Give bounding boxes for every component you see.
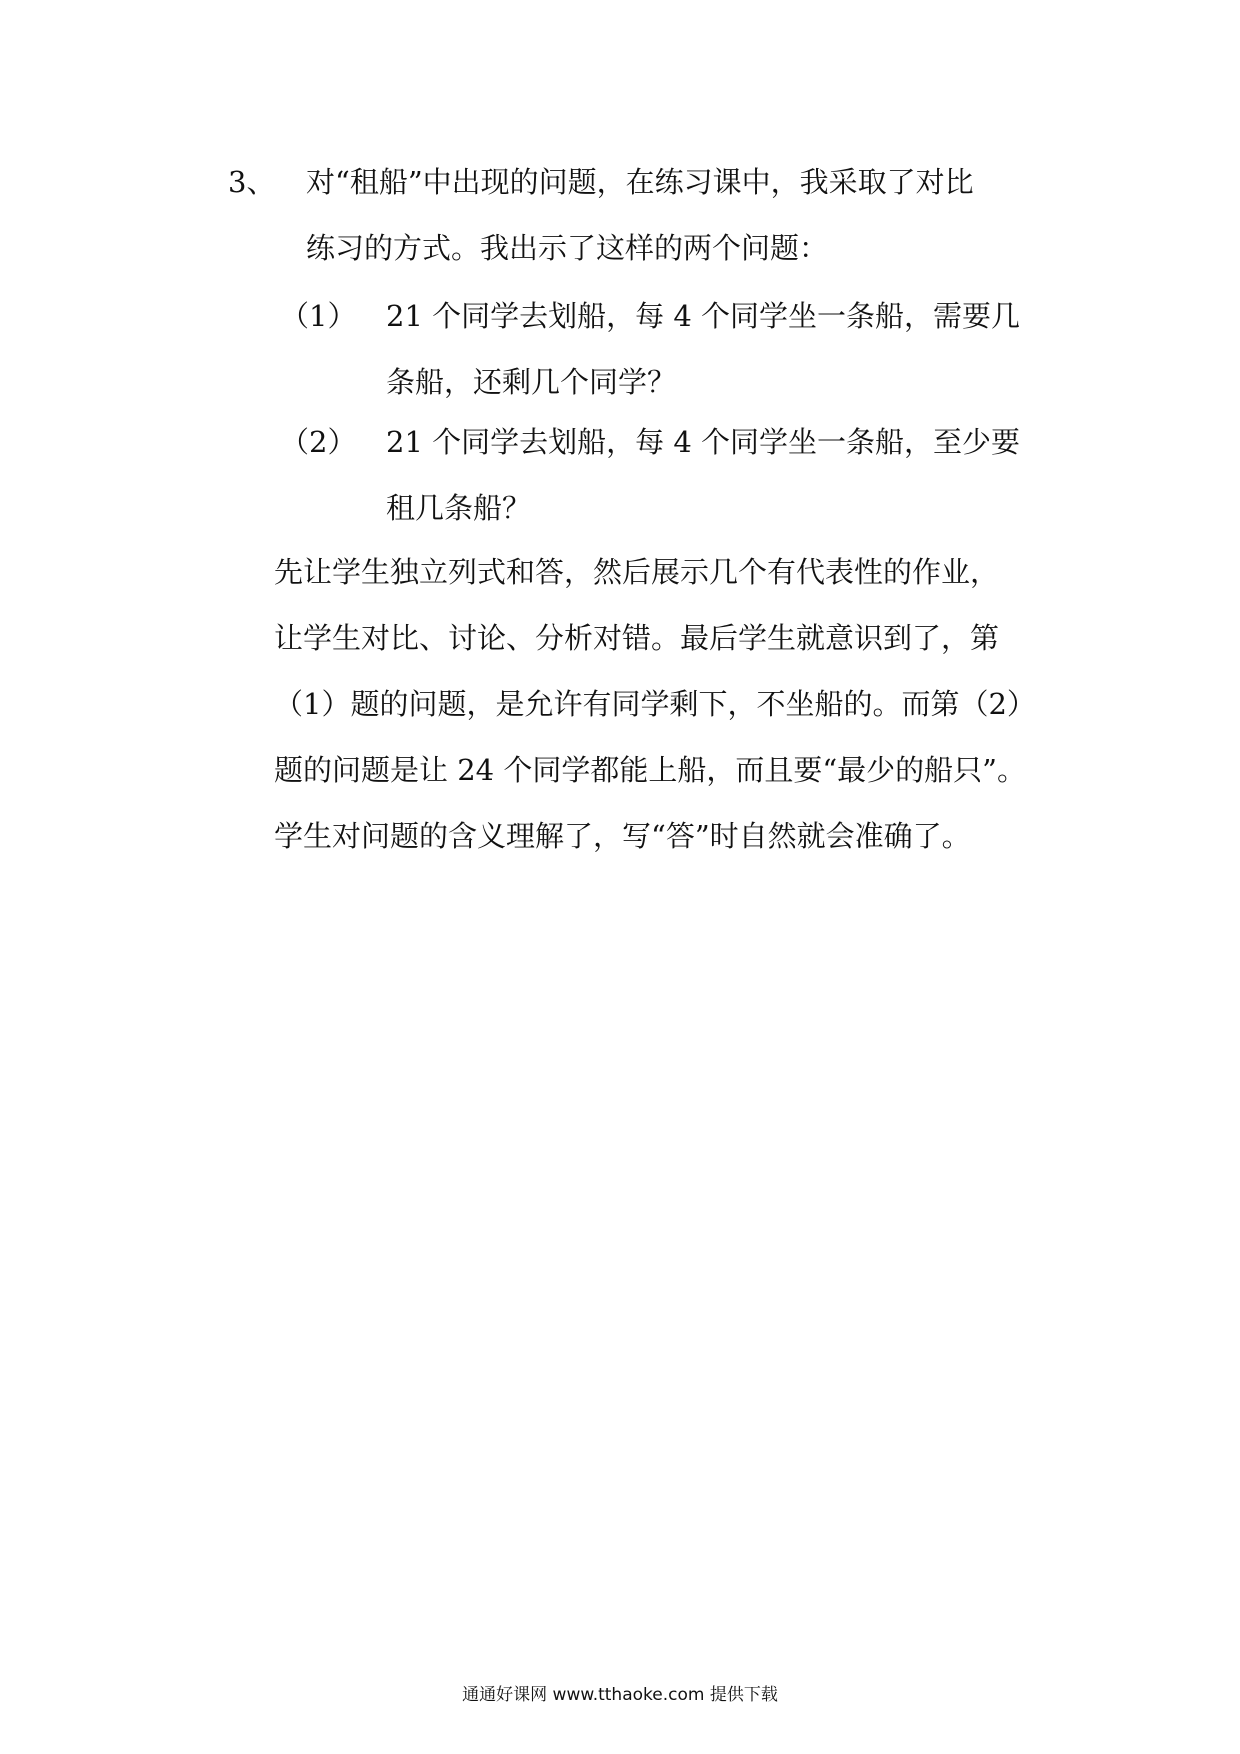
paragraph-line-2: 让学生对比、讨论、分析对错。最后学生就意识到了，第 [274,621,1000,655]
paragraph-line-5: 学生对问题的含义理解了，写“答”时自然就会准确了。 [274,819,971,853]
question-1-line-1: 21 个同学去划船，每 4 个同学坐一条船，需要几 [386,299,1021,333]
question-1-number: （1） [280,299,357,333]
paragraph-line-1: 先让学生独立列式和答，然后展示几个有代表性的作业， [274,555,1000,589]
paragraph-line-4: 题的问题是让 24 个同学都能上船，而且要“最少的船只”。 [274,753,1026,787]
question-2-line-1: 21 个同学去划船，每 4 个同学坐一条船，至少要 [386,425,1021,459]
page-footer: 通通好课网 www.tthaoke.com 提供下载 [462,1685,778,1705]
item-number-3: 3、 [228,165,276,199]
question-1-line-2: 条船，还剩几个同学？ [386,365,677,399]
item-3-line-1: 对“租船”中出现的问题，在练习课中，我采取了对比 [306,165,974,199]
paragraph-line-3: （1）题的问题，是允许有同学剩下，不坐船的。而第（2） [274,687,1036,721]
question-2-line-2: 租几条船？ [386,491,532,525]
item-3-line-2: 练习的方式。我出示了这样的两个问题： [306,231,829,265]
question-2-number: （2） [280,425,357,459]
